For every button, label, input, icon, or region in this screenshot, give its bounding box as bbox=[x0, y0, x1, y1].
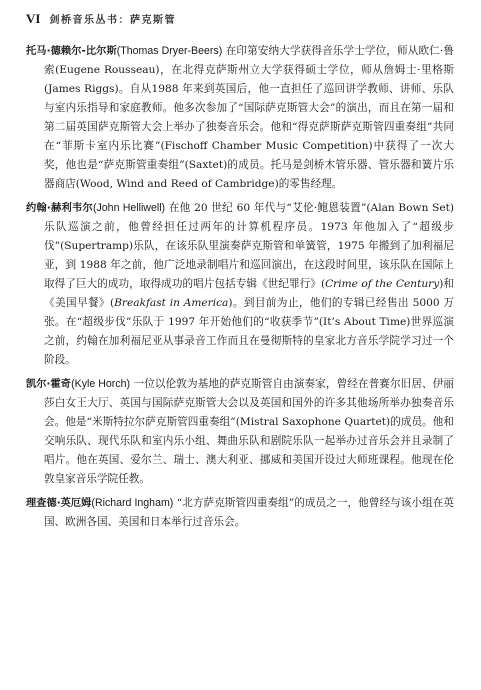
running-header bbox=[26, 11, 455, 29]
page-number: VI bbox=[26, 11, 41, 26]
contributor-name-en: (Thomas Dryer-Beers) bbox=[116, 45, 223, 57]
contributor-name-cn: 凯尔·霍奇 bbox=[26, 379, 72, 390]
contributor-name bbox=[26, 379, 130, 390]
entry-text: “北方萨克斯管四重奏组”的成员之一，他曾经与该小组在英国、欧洲各国、美国和日本举行过音乐会。 bbox=[44, 497, 454, 528]
entry-paragraph bbox=[26, 375, 454, 489]
entry-paragraph bbox=[26, 42, 454, 194]
album-title-en: Breakfast in America bbox=[114, 297, 229, 309]
entry-text: )。到目前为止，他们的专辑已经售出 5000 万张。在“超级步伐”乐队于 1997 年开始他们的“收获季节”(It’s About Time)世界巡演之前，约翰在加利福尼亚从事录音工作而且在曼彻斯特的皇家北方音乐学院学习过一个阶段。 bbox=[44, 297, 454, 366]
series-title: 剑桥音乐丛书：萨克斯管 bbox=[49, 15, 176, 26]
contributor-name bbox=[26, 498, 173, 509]
contributor-name-en: (John Helliwell) bbox=[92, 202, 166, 214]
contributor-name-en: (Richard Ingham) bbox=[91, 497, 174, 509]
contributor-name bbox=[26, 46, 222, 57]
entry-text: 在他 20 世纪 60 年代与“艾伦·鲍恩装置”(Alan Bown Set)乐队巡演之前，他曾经担任过两年的计算机程序员。1973 年他加入了“超级步伐”(Supertramp)乐队，在该乐队里演奏萨克斯管和单簧管，1975 年搬到了加利福尼亚，到 1988 年之前，他广泛地录制唱片和巡回演出，在这段时间里，该乐队在国际上取得了巨大的成功，取得成功的唱片包括专辑《世纪罪行》( bbox=[44, 202, 454, 290]
contributor-name bbox=[26, 203, 165, 214]
entry-paragraph bbox=[26, 199, 454, 370]
contributor-name-en: (Kyle Horch) bbox=[71, 378, 131, 390]
contributor-entry bbox=[26, 42, 454, 194]
entry-text: )和《美国早餐》( bbox=[44, 278, 454, 309]
contributor-entry bbox=[26, 494, 454, 532]
contributor-name-cn: 约翰·赫利韦尔 bbox=[26, 203, 93, 214]
entry-text: 在印第安纳大学获得音乐学士学位，师从欧仁·鲁索(Eugene Rousseau)，在北得克萨斯州立大学获得硕士学位，师从詹姆士·里格斯 (James Riggs)。自从1988 年来到英国后，他一直担任了巡回讲学教师、讲师、乐队与室内乐指导和家庭教师。他多次参加了“国际萨克斯管大会”的演出，而且在第一届和第二届英国萨克斯管大会上举办了独奏音乐会。他和“得克萨斯萨克斯管四重奏组”共同在“菲斯卡室内乐比赛”(Fischoff Chamber Music Competition)中获得了一次大奖，他也是“萨克斯管重奏组”(Saxtet)的成员。托马是剑桥木管乐器、管乐器和簧片乐器商店(Wood, Wind and Reed of Cambridge)的零售经理。 bbox=[44, 45, 454, 190]
contributor-list bbox=[26, 42, 454, 532]
contributor-entry bbox=[26, 199, 454, 370]
entry-text: 一位以伦敦为基地的萨克斯管自由演奏家，曾经在普赛尔旧居、伊丽莎白女王大厅、英国与国际萨克斯管大会以及英国和国外的许多其他场所举办独奏音乐会。他是“米斯特拉尔萨克斯管四重奏组”(Mistral Saxophone Quartet)的成员。他和交响乐队、现代乐队和室内乐小组、舞曲乐队和剧院乐队一起举办过音乐会并且录制了唱片。他在英国、爱尔兰、瑞士、澳大利亚、挪威和美国开设过大师班课程。他现在伦敦皇家音乐学院任教。 bbox=[44, 378, 455, 485]
contributor-name-cn: 托马·德赖尔-比尔斯 bbox=[26, 46, 117, 57]
album-title-en: Crime of the Century bbox=[325, 278, 440, 290]
contributor-entry bbox=[26, 375, 454, 489]
contributor-name-cn: 理查德·英厄姆 bbox=[26, 498, 92, 509]
entry-paragraph bbox=[26, 494, 454, 532]
